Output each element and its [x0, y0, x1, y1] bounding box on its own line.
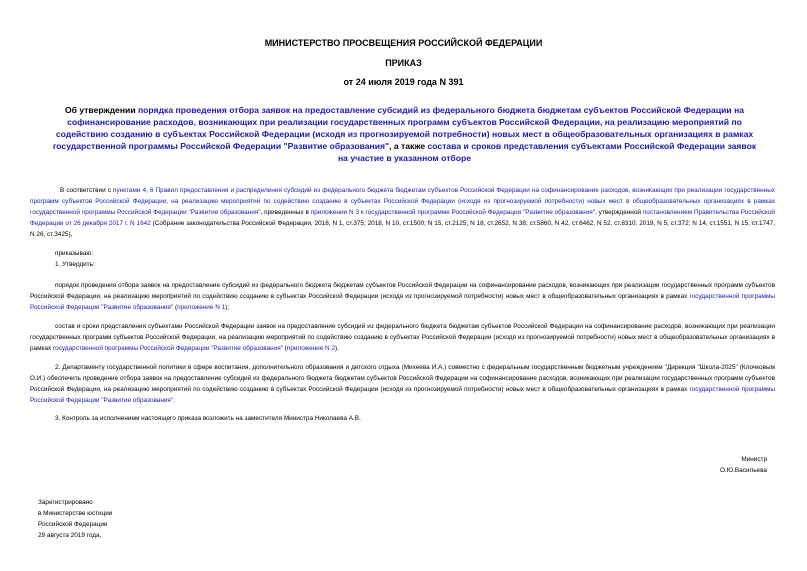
p1-text-c: , приведенных в	[260, 209, 311, 216]
paragraph-procedure	[30, 280, 775, 313]
p4-text-a: 2. Департаменту государственной политики в сфере воспитания, дополнительного образования и детского отдыха (Михеева И.А.) совместно с федеральным государственным бюджетным учреждением "Дирекция "Школа-2025" (Клочковым О.И.) обеспечить проведение отбора заявок на предоставление субсидий из федерального бюджета бюджетам субъектов Российской Федерации на софинансирование расходов, возникающих при реализации государственных программ субъектов Российской Федерации, на реализацию мероприятий по содействию созданию в субъектах Российской Федерации (исходя из прогнозируемой потребности) новых мест в общеобразовательных организациях в рамках	[30, 364, 775, 393]
ministry-title: МИНИСТЕРСТВО ПРОСВЕЩЕНИЯ РОССИЙСКОЙ ФЕДЕРАЦИИ	[264, 38, 543, 48]
p3-text-c: ).	[335, 345, 339, 352]
p1-text-d: , утвержденной	[595, 209, 643, 216]
p2-text-b: (	[173, 304, 178, 311]
p2-link-program[interactable]: государственной программы Российской Федерации "Развитие образования"	[30, 293, 776, 311]
subject-link-composition[interactable]: состава и сроков представления субъектами Российской Федерации заявок на участие в указанном отборе	[337, 141, 757, 163]
doc-type: ПРИКАЗ	[385, 58, 422, 68]
p1-text-b: ,	[146, 187, 150, 194]
subject-prefix: Об утверждении	[64, 105, 138, 115]
subject-link-procedure[interactable]: порядка проведения отбора заявок на предоставление субсидий из федерального бюджета бюджетам субъектов Российской Федерации на софинансирование расходов, возникающих при реализации государственных программ субъектов Российской Федерации, на реализацию мероприятий по содействию созданию в субъектах Российской Федерации (исходя из прогнозируемой потребности) новых мест в общеобразовательных организациях в рамках государственной программы Российской Федерации "Развитие образования"	[52, 105, 754, 151]
paragraph-control: 3. Контроль за исполнением настоящего приказа возложить на заместителя Министра Николаева А.В.	[55, 415, 361, 422]
order-subject	[52, 104, 757, 164]
item-1: 1. Утвердить:	[55, 261, 95, 268]
registration-line-4: 29 августа 2019 года,	[38, 532, 102, 539]
p1-text-a: В соответствии с	[60, 187, 114, 194]
registration-line-3: Российской Федерации	[38, 521, 108, 528]
preamble-paragraph	[30, 185, 775, 240]
signature-name: О.Ю.Васильева	[719, 467, 767, 474]
date-number: от 24 июля 2019 года N 391	[343, 77, 464, 87]
p1-text-e: (Собрание законодательства Российской Федерации, 2018, N 1, ст.375; 2018, N 10, ст.1500; N 15, ст.2125, N 18, ст.2652, N 38, ст.5860, N 42, ст.6462, N 52, ст.8310; 2019, N 5, ст.372; N 14, ст.1551, N 15, ст.1747, N 26, ст.3425),	[30, 220, 775, 238]
p2-link-appendix-1[interactable]: приложение N 1	[177, 304, 226, 311]
signature-title: Министр	[741, 456, 767, 463]
registration-line-1: Зарегистрировано	[38, 499, 93, 506]
paragraph-composition	[30, 321, 775, 354]
order-word: приказываю:	[55, 250, 93, 257]
p3-text-a: состав и сроки представления субъектами Российской Федерации заявок на предоставление субсидий из федерального бюджета бюджетам субъектов Российской Федерации на софинансирование расходов, возникающих при реализации государственных программ субъектов Российской Федерации, на реализацию мероприятий по содействию созданию в субъектах Российской Федерации (исходя из прогнозируемой потребности) новых мест в общеобразовательных организациях в рамках	[30, 323, 775, 352]
registration-line-2: в Министерстве юстиции	[38, 510, 113, 517]
p2-text-a: порядок проведения отбора заявок на предоставление субсидий из федерального бюджета бюджетам субъектов Российской Федерации на софинансирование расходов, возникающих при реализации государственных программ субъектов Российской Федерации, на реализацию мероприятий по содействию созданию в субъектах Российской Федерации (исходя из прогнозируемой потребности) новых мест в общеобразовательных организациях в рамках	[30, 282, 775, 300]
p3-link-program[interactable]: государственной программы Российской Федерации "Развитие образования"	[52, 345, 284, 352]
p4-link-program[interactable]: государственной программы Российской Федерации "Развитие образования"	[30, 386, 776, 404]
p3-link-appendix-2[interactable]: приложение N 2	[286, 345, 335, 352]
p1-link-points[interactable]: пунктами 4	[113, 187, 147, 194]
p2-text-c: );	[225, 304, 230, 311]
subject-middle: , а также	[389, 141, 428, 151]
p1-link-appendix[interactable]: приложении N 3 к государственной программе Российской Федерации "Развитие образования"	[310, 209, 595, 216]
p1-link-resolution[interactable]: постановлением Правительства Российской Федерации от 26 декабря 2017 г. N 1642	[30, 209, 776, 227]
p4-text-b: .	[173, 397, 175, 404]
paragraph-department	[30, 362, 775, 406]
p1-link-rules[interactable]: 6 Правил предоставления и распределения субсидий из федерального бюджета бюджетам субъектов Российской Федерации на софинансирование расходов, возникающих при реализации государственных программ субъектов Российской Федерации, на реализацию мероприятий по содействию созданию в субъектах Российской Федерации (исходя из прогнозируемой потребности) новых мест в общеобразовательных организациях в рамках государственной программы Российской Федерации "Развитие образования"	[30, 187, 776, 216]
p3-text-b: (	[283, 345, 287, 352]
